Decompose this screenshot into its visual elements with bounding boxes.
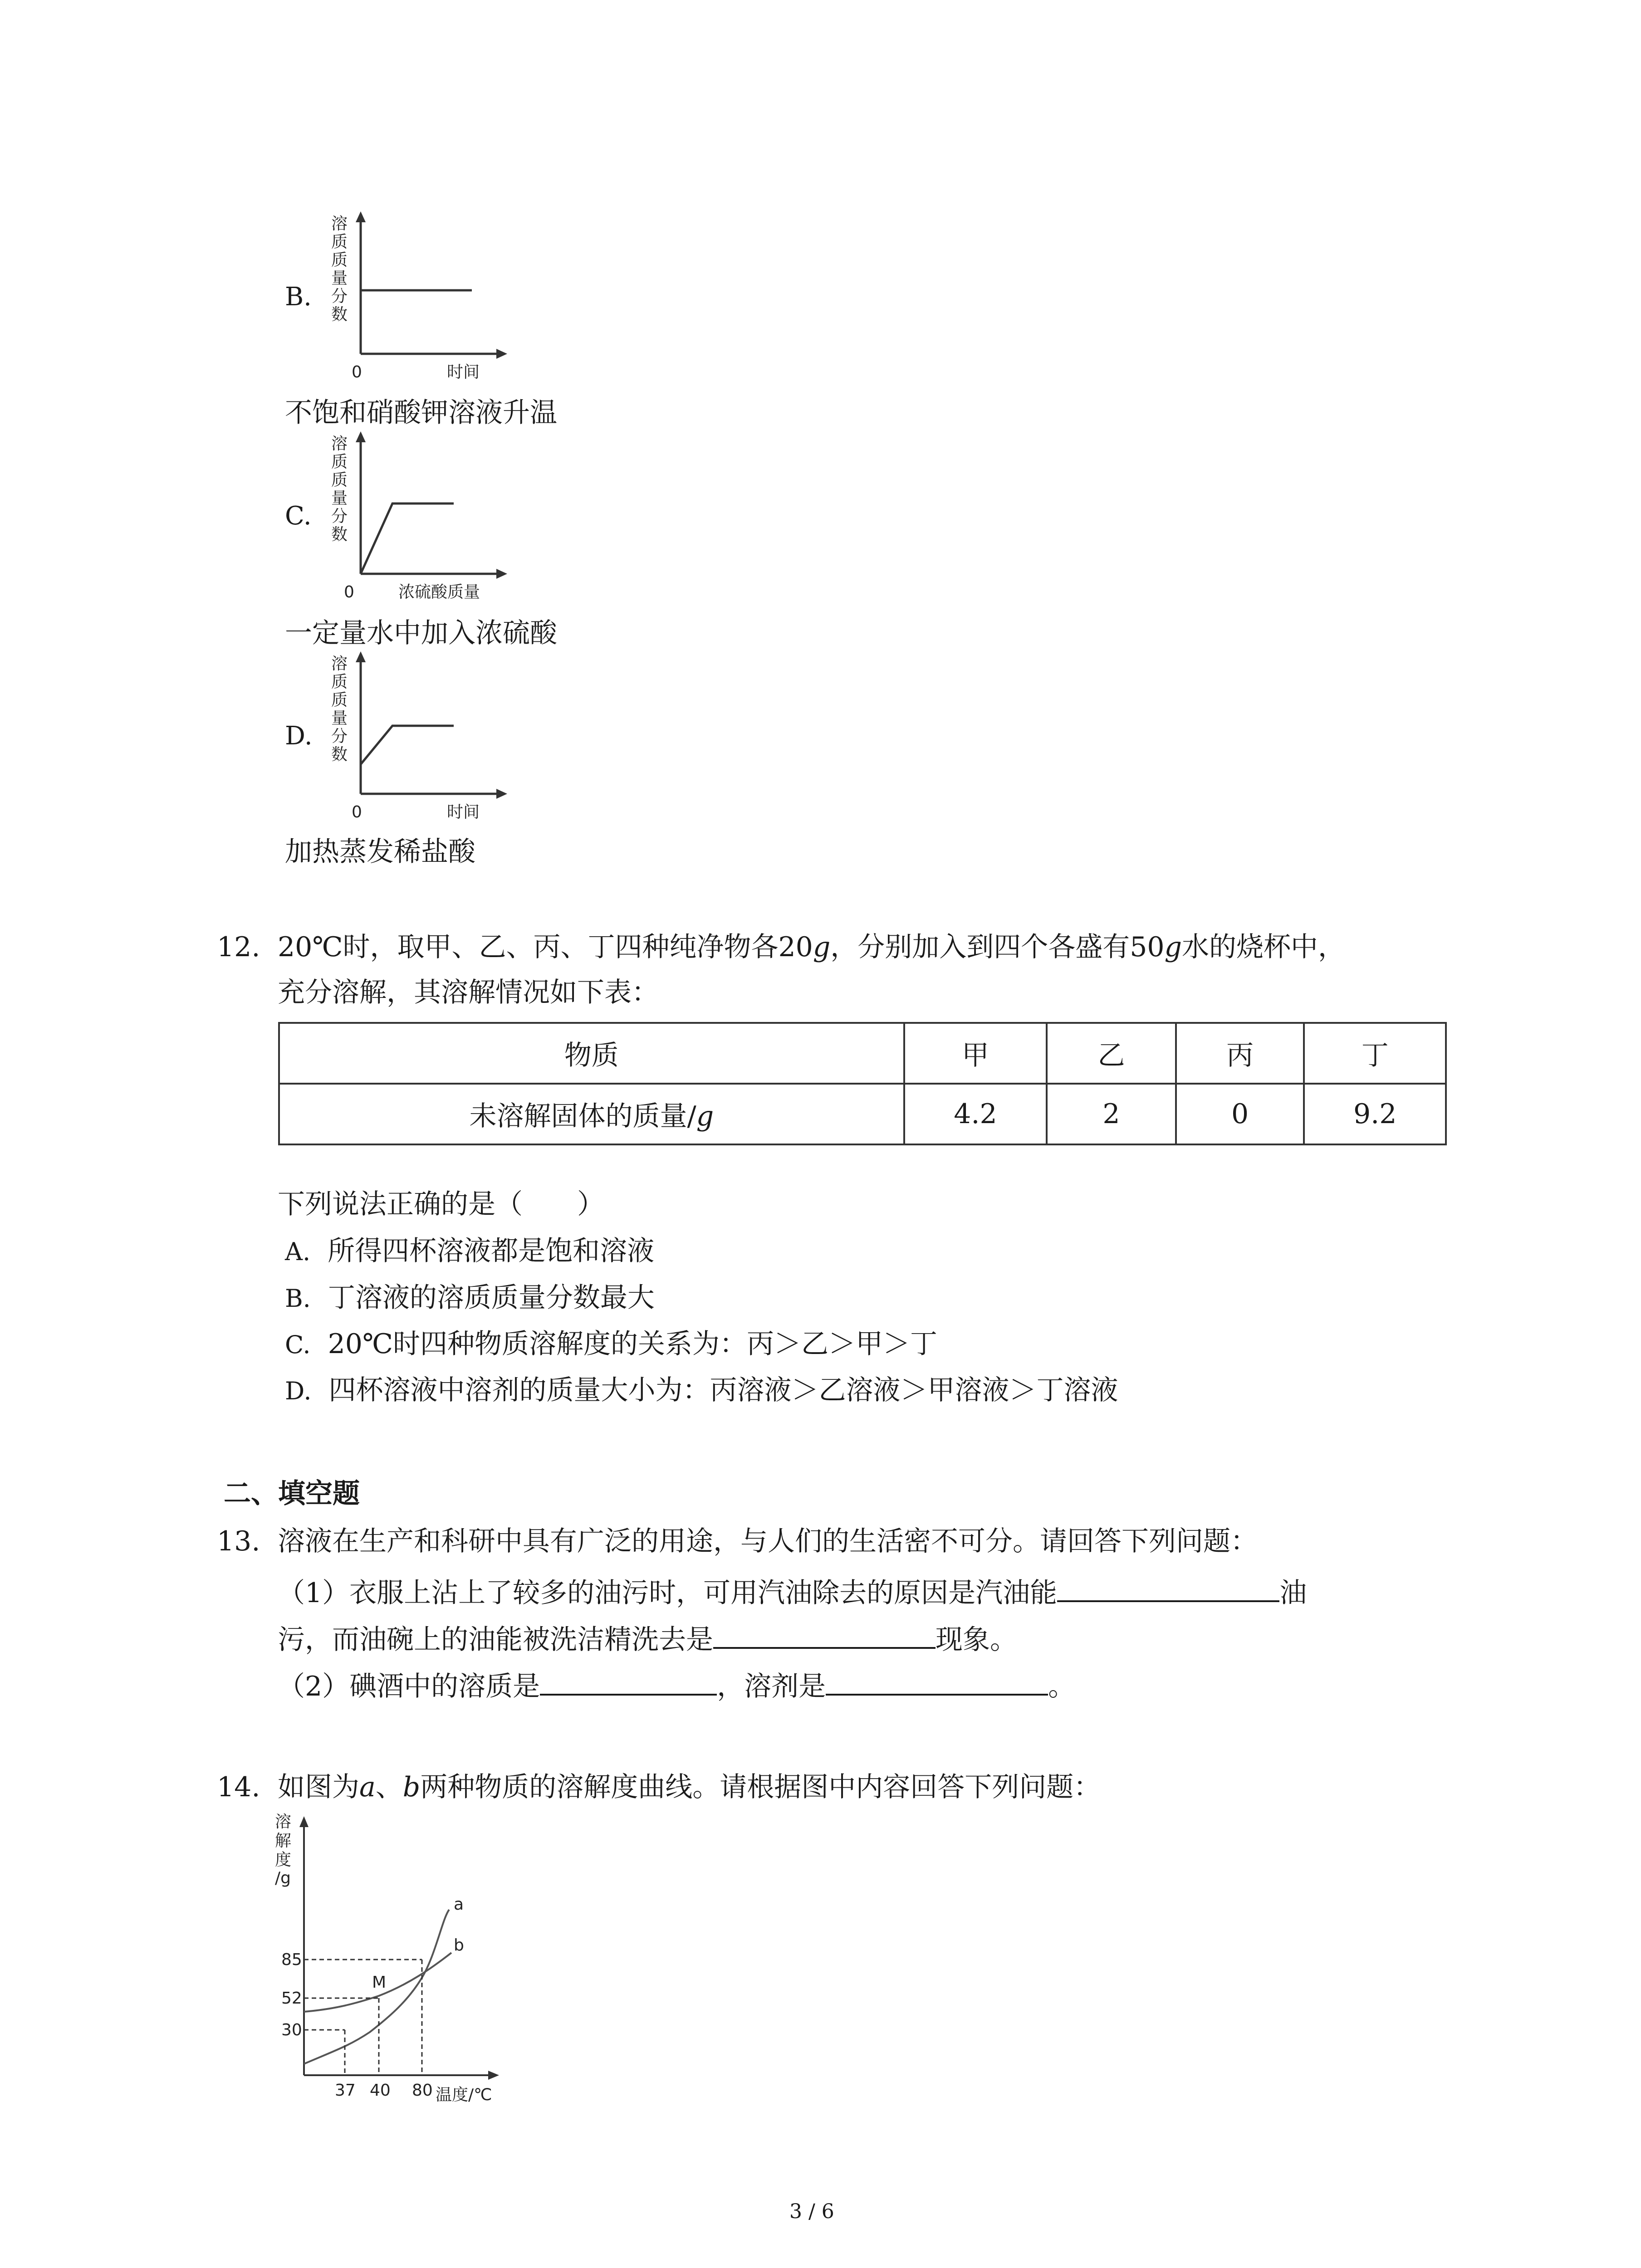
solubility-curve-chart — [272, 1810, 526, 2109]
table-cell: 4.2 — [904, 1084, 1047, 1144]
y-axis-arrow — [299, 1816, 309, 1827]
text-run: 、 — [375, 1771, 403, 1803]
data-line — [361, 726, 454, 764]
option-text: 丁溶液的溶质质量分数最大 — [328, 1282, 655, 1314]
text-run: 20℃时，取甲、乙、丙、丁四种纯净物各20 — [278, 931, 813, 963]
ylabel-char: 数 — [331, 525, 348, 544]
ylabel-char: 质 — [331, 691, 348, 709]
xlabel: 浓硫酸质量 — [398, 583, 480, 601]
data-line — [361, 503, 454, 574]
guide-lines — [304, 1960, 422, 2075]
ylabel-char: 质 — [331, 233, 348, 251]
x-tick-label: 37 — [335, 2081, 356, 2100]
ylabel-char: 数 — [331, 745, 348, 764]
option-caption: 一定量水中加入浓硫酸 — [285, 617, 557, 649]
table-cell: 2 — [1047, 1084, 1176, 1144]
x-axis-arrow — [488, 2071, 499, 2080]
option-letter: D. — [285, 1377, 312, 1405]
ylabel-char: 溶 — [331, 435, 348, 453]
option-c — [285, 1330, 937, 1358]
option-letter: C. — [285, 1330, 311, 1359]
question-14-text — [278, 1771, 1101, 1803]
unit-g: g — [813, 931, 831, 963]
ylabel-char: 量 — [331, 709, 348, 728]
series-a-label: a — [454, 1895, 464, 1914]
option-b — [285, 1282, 655, 1314]
answer-blank[interactable] — [826, 1667, 1048, 1696]
ylabel-char: 度 — [275, 1851, 292, 1869]
text-run: ，分别加入到四个各盛有50 — [830, 931, 1165, 963]
ylabel-char: 质 — [331, 673, 348, 691]
origin-label: 0 — [344, 583, 354, 601]
question-13-part1-line2 — [278, 1621, 1017, 1656]
table-cell: 物质 — [279, 1023, 904, 1084]
option-d-chart — [318, 649, 535, 835]
ylabel-char: 量 — [331, 489, 348, 508]
text-run: （2）碘酒中的溶质是 — [278, 1671, 540, 1702]
origin-label: 0 — [352, 363, 362, 381]
ylabel-char: 质 — [331, 453, 348, 471]
table-cell: 0 — [1176, 1084, 1304, 1144]
text-run: 两种物质的溶解度曲线。请根据图中内容回答下列问题： — [420, 1771, 1101, 1803]
option-text: 20℃时四种物质溶解度的关系为：丙＞乙＞甲＞丁 — [328, 1328, 938, 1360]
table-cell: 9.2 — [1304, 1084, 1446, 1144]
question-number: 14. — [217, 1771, 260, 1803]
text-run: 如图为 — [278, 1771, 359, 1803]
ylabel-char: /g — [275, 1869, 291, 1887]
question-number: 13. — [217, 1525, 260, 1557]
option-caption: 加热蒸发稀盐酸 — [285, 836, 475, 868]
ylabel-char: 溶 — [275, 1813, 292, 1831]
ylabel-char: 质 — [331, 471, 348, 489]
option-letter: C. — [285, 501, 312, 531]
option-text: 四杯溶液中溶剂的质量大小为：丙溶液＞乙溶液＞甲溶液＞丁溶液 — [328, 1374, 1118, 1406]
page-number: 3 / 6 — [789, 2200, 834, 2223]
ylabel-char: 分 — [331, 287, 348, 306]
question-12-line2: 充分溶解，其溶解情况如下表： — [278, 977, 659, 1008]
text-run: （1）衣服上沾上了较多的油污时，可用汽油除去的原因是汽油能 — [278, 1577, 1058, 1609]
xlabel: 时间 — [447, 803, 480, 821]
table-cell: 丁 — [1304, 1023, 1446, 1084]
series-b-label: b — [454, 1936, 464, 1955]
solubility-table — [278, 1022, 1447, 1145]
ylabel-char: 量 — [331, 269, 348, 288]
text-run: 污，而油碗上的油能被洗洁精洗去是 — [278, 1624, 713, 1656]
ylabel-char: 质 — [331, 251, 348, 269]
ylabel-char: 溶 — [331, 215, 348, 233]
x-tick-label: 40 — [370, 2081, 391, 2100]
y-tick-label: 52 — [281, 1989, 302, 2008]
table-row — [279, 1084, 1446, 1144]
option-letter: B. — [285, 1284, 311, 1313]
text-run: 油 — [1279, 1577, 1307, 1609]
text-run: ，溶剂是 — [717, 1671, 826, 1702]
text-run: 现象。 — [936, 1624, 1017, 1656]
option-c-chart — [318, 429, 535, 615]
option-text: 所得四杯溶液都是饱和溶液 — [328, 1235, 655, 1267]
y-tick-label: 30 — [281, 2021, 302, 2039]
option-letter: A. — [285, 1237, 311, 1266]
option-b-chart — [318, 209, 535, 395]
ylabel-char: 溶 — [331, 655, 348, 673]
xlabel: 时间 — [447, 363, 480, 381]
option-letter: B. — [285, 282, 312, 312]
ylabel-char: 分 — [331, 507, 348, 526]
question-13-part1-line1 — [278, 1574, 1307, 1607]
table-cell: 乙 — [1047, 1023, 1176, 1084]
table-cell: 丙 — [1176, 1023, 1304, 1084]
answer-blank[interactable] — [1057, 1574, 1279, 1602]
var-a: a — [359, 1771, 376, 1803]
option-caption: 不饱和硝酸钾溶液升温 — [285, 397, 557, 429]
text-run: 水的烧杯中， — [1182, 931, 1346, 963]
table-cell: 甲 — [904, 1023, 1047, 1084]
unit-g: g — [696, 1100, 714, 1132]
origin-label: 0 — [352, 803, 362, 821]
option-d — [285, 1374, 1118, 1406]
option-letter: D. — [285, 721, 313, 751]
ylabel-char: 数 — [331, 305, 348, 324]
row-label: 未溶解固体的质量/ — [469, 1100, 696, 1132]
table-cell — [279, 1084, 904, 1144]
question-12-prompt: 下列说法正确的是（ ） — [278, 1188, 604, 1220]
x-tick-label: 80 — [412, 2081, 433, 2100]
question-13-intro: 溶液在生产和科研中具有广泛的用途，与人们的生活密不可分。请回答下列问题： — [278, 1525, 1258, 1557]
ylabel-char: 解 — [275, 1832, 292, 1850]
answer-blank[interactable] — [540, 1667, 717, 1696]
xlabel: 温度/℃ — [436, 2086, 492, 2104]
answer-blank[interactable] — [713, 1621, 936, 1649]
question-13-part2 — [278, 1667, 1075, 1700]
question-number: 12. — [217, 931, 260, 963]
table-header-row — [279, 1023, 1446, 1084]
section-title: 二、填空题 — [224, 1478, 360, 1510]
var-b: b — [402, 1771, 421, 1803]
intersection-label: M — [372, 1973, 387, 1992]
unit-g: g — [1164, 931, 1182, 963]
y-tick-label: 85 — [281, 1950, 302, 1969]
text-run: 。 — [1048, 1671, 1076, 1702]
question-12-line1 — [278, 931, 1346, 963]
option-a — [285, 1237, 654, 1265]
ylabel-char: 分 — [331, 727, 348, 746]
